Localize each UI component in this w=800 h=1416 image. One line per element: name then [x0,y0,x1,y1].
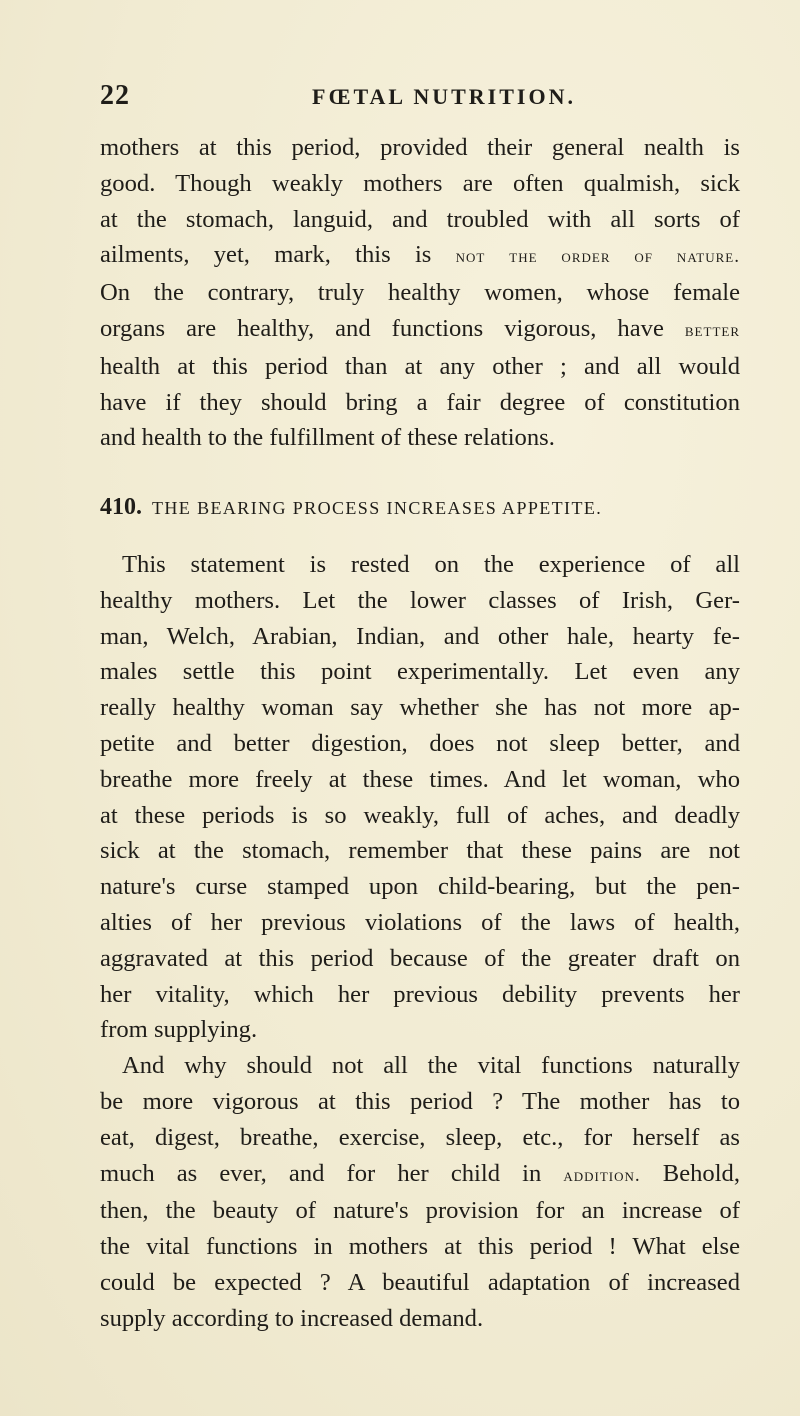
text-line: be more vigorous at this period ? The mother has to [100,1087,740,1115]
section-heading [100,490,740,527]
text-line: supply according to increased demand. [100,1304,484,1332]
text-line: mothers at this period, provided their general nealth is [100,134,740,161]
text-line: have if they should bring a fair degree of constitution [100,388,740,416]
page-number: 22 [100,80,130,111]
text-line: alties of her previous violations of the laws of health, [100,908,740,936]
text-line: man, Welch, Arabian, Indian, and other hale, hearty fe- [100,622,740,650]
text-line: petite and better digestion, does not sleep better, and [100,729,740,757]
text-line: nature's curse stamped upon child-bearing, but the pen- [100,873,740,901]
text-line: healthy mothers. Let the lower classes of Irish, Ger- [100,586,740,614]
section-title: THE BEARING PROCESS INCREASES APPETITE. [152,498,603,519]
paragraph-1 [100,130,740,456]
text-line [100,1156,740,1194]
emphasis-small-caps: not the order of nature. [455,246,740,268]
text-line [100,311,740,349]
page-header [100,80,700,116]
running-head: FŒTAL NUTRITION. [312,84,576,109]
text-line: sick at the stomach, remember that these pains are not [100,837,740,865]
section-number: 410. [100,494,142,521]
text-run: much as ever, and for her child in [100,1159,564,1187]
text-line: On the contrary, truly healthy women, whose female [100,279,740,307]
text-run: organs are healthy, and functions vigorous, have [100,314,685,342]
text-line: males settle this point experimentally. Let even any [100,658,740,686]
text-line: breathe more freely at these times. And let woman, who [100,765,740,793]
emphasis-small-caps: better [684,319,740,341]
text-run: Behold, [640,1159,740,1187]
text-line: health at this period than at any other ; and all would [100,352,740,380]
text-line: could be expected ? A beautiful adaptation of increased [100,1268,740,1296]
text-line: the vital functions in mothers at this period ! What else [100,1233,740,1261]
emphasis-small-caps: addition. [563,1164,641,1186]
paragraph-2 [100,547,740,1048]
text-line: And why should not all the vital functions naturally [122,1052,740,1080]
paragraph-3 [100,1048,740,1336]
text-line: at these periods is so weakly, full of aches, and deadly [100,801,740,829]
text-line: aggravated at this period because of the greater draft on [100,944,740,972]
text-line: and health to the fulfillment of these relations. [100,424,555,452]
text-line: good. Though weakly mothers are often qualmish, sick [100,169,740,197]
text-line: eat, digest, breathe, exercise, sleep, etc., for herself as [100,1123,740,1151]
text-run: ailments, yet, mark, this is [100,241,456,269]
text-line: from supplying. [100,1016,258,1044]
text-line: at the stomach, languid, and troubled with all sorts of [100,205,740,233]
text-line: then, the beauty of nature's provision for an increase of [100,1197,740,1225]
body-text [100,130,740,1337]
text-line: her vitality, which her previous debility prevents her [100,980,740,1008]
text-line: really healthy woman say whether she has not more ap- [100,694,740,722]
text-line [100,237,740,275]
text-line: This statement is rested on the experience of all [122,550,740,578]
